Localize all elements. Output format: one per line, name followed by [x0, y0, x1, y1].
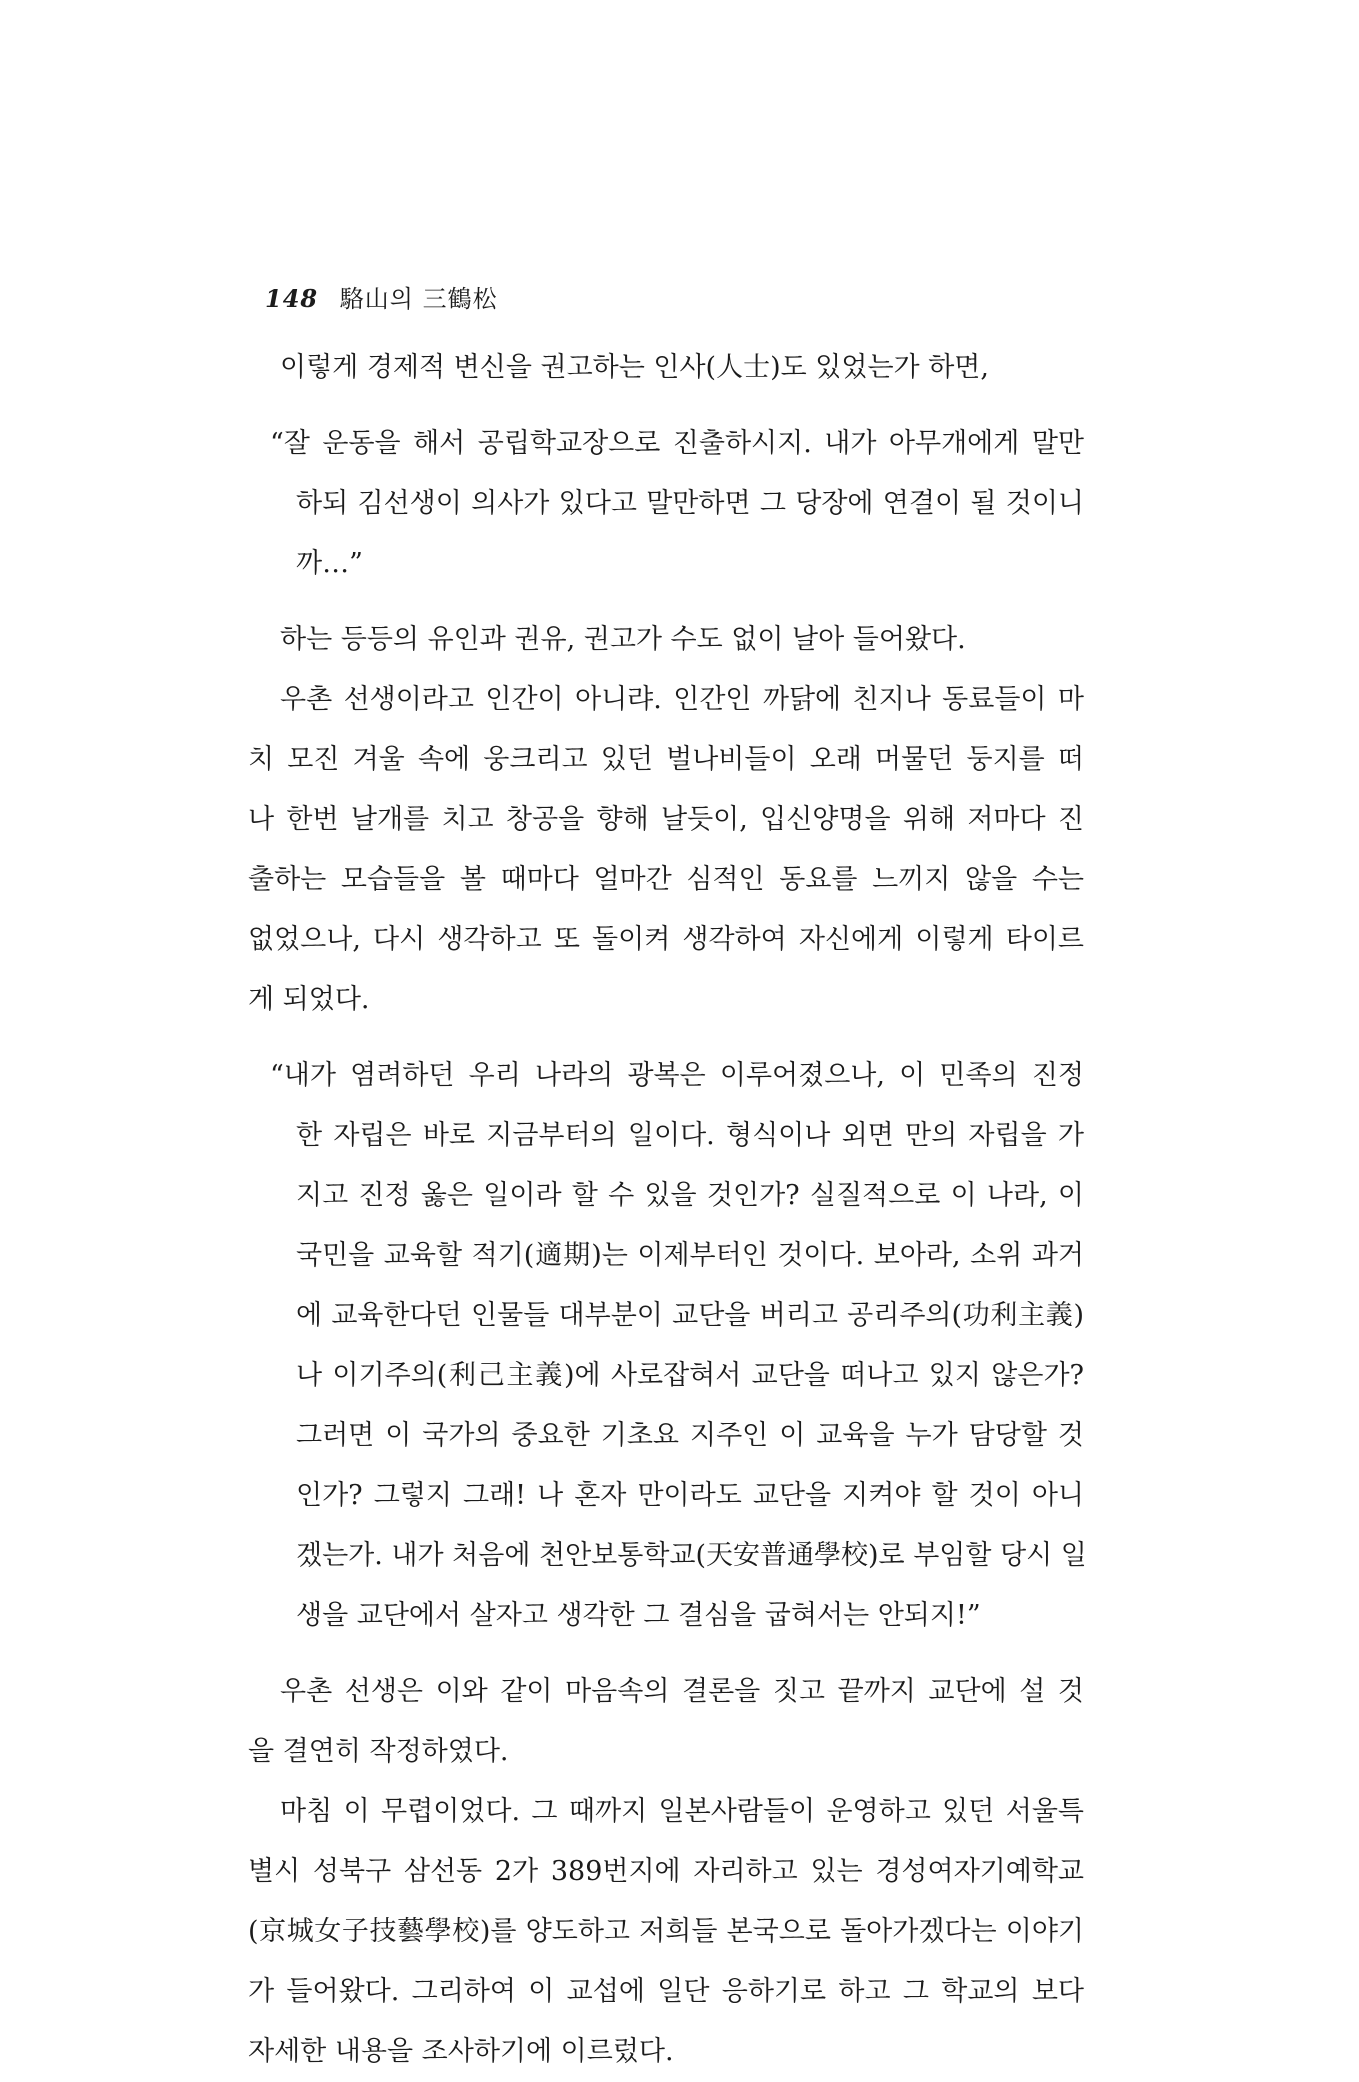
text-line: 에 교육한다던 인물들 대부분이 교단을 버리고 공리주의(功利主義) [296, 1300, 1084, 1331]
text-line: 지고 진정 옳은 일이라 할 수 있을 것인가? 실질적으로 이 나라, 이 [296, 1180, 1084, 1211]
text-line: 한 자립은 바로 지금부터의 일이다. 형식이나 외면 만의 자립을 가 [296, 1120, 1084, 1151]
paragraph-4 [248, 1662, 1084, 1782]
book-title: 駱山의 三鶴松 [339, 285, 498, 313]
text-line: 게 되었다. [248, 984, 370, 1015]
text-line: 없었으나, 다시 생각하고 또 돌이켜 생각하여 자신에게 이렇게 타이르 [248, 924, 1084, 955]
text-line: “내가 염려하던 우리 나라의 광복은 이루어졌으나, 이 민족의 진정 [270, 1060, 1084, 1091]
text-line: 출하는 모습들을 볼 때마다 얼마간 심적인 동요를 느끼지 않을 수는 [248, 864, 1084, 895]
paragraph-2 [248, 610, 1084, 670]
text-line: 자세한 내용을 조사하기에 이르렀다. [248, 2036, 674, 2067]
text-line: 겠는가. 내가 처음에 천안보통학교(天安普通學校)로 부임할 당시 일 [296, 1540, 1087, 1571]
text-line: 우촌 선생이라고 인간이 아니랴. 인간인 까닭에 친지나 동료들이 마 [280, 684, 1084, 715]
paragraph-3 [248, 670, 1084, 1030]
quote-2 [248, 1046, 1087, 1646]
paragraph-1 [248, 338, 1084, 398]
body-text [248, 338, 1087, 2082]
text-line: 하되 김선생이 의사가 있다고 말만하면 그 당장에 연결이 될 것이니 [296, 488, 1084, 519]
page-number: 148 [265, 284, 319, 313]
text-line: 까…” [296, 548, 363, 579]
running-head [265, 284, 498, 314]
text-line: 마침 이 무렵이었다. 그 때까지 일본사람들이 운영하고 있던 서울특 [280, 1796, 1084, 1827]
text-line: 우촌 선생은 이와 같이 마음속의 결론을 짓고 끝까지 교단에 설 것 [280, 1676, 1084, 1707]
text-line: 가 들어왔다. 그리하여 이 교섭에 일단 응하기로 하고 그 학교의 보다 [248, 1976, 1084, 2007]
text-line: 인가? 그렇지 그래! 나 혼자 만이라도 교단을 지켜야 할 것이 아니 [296, 1480, 1084, 1511]
text-line: 이렇게 경제적 변신을 권고하는 인사(人士)도 있었는가 하면, [280, 352, 989, 383]
text-line: “잘 운동을 해서 공립학교장으로 진출하시지. 내가 아무개에게 말만 [270, 428, 1084, 459]
paragraph-5 [248, 1782, 1084, 2082]
text-line: 별시 성북구 삼선동 2가 389번지에 자리하고 있는 경성여자기예학교 [248, 1856, 1084, 1887]
text-line: 을 결연히 작정하였다. [248, 1736, 509, 1767]
text-line: 치 모진 겨울 속에 웅크리고 있던 벌나비들이 오래 머물던 둥지를 떠 [248, 744, 1084, 775]
text-line: 그러면 이 국가의 중요한 기초요 지주인 이 교육을 누가 담당할 것 [296, 1420, 1084, 1451]
text-line: 나 이기주의(利己主義)에 사로잡혀서 교단을 떠나고 있지 않은가? [296, 1360, 1084, 1391]
text-line: 나 한번 날개를 치고 창공을 향해 날듯이, 입신양명을 위해 저마다 진 [248, 804, 1084, 835]
text-line: 생을 교단에서 살자고 생각한 그 결심을 굽혀서는 안되지!” [296, 1600, 981, 1631]
text-line: (京城女子技藝學校)를 양도하고 저희들 본국으로 돌아가겠다는 이야기 [248, 1916, 1084, 1947]
quote-1 [248, 414, 1084, 594]
text-line: 국민을 교육할 적기(適期)는 이제부터인 것이다. 보아라, 소위 과거 [296, 1240, 1084, 1271]
text-line: 하는 등등의 유인과 권유, 권고가 수도 없이 날아 들어왔다. [280, 624, 966, 655]
